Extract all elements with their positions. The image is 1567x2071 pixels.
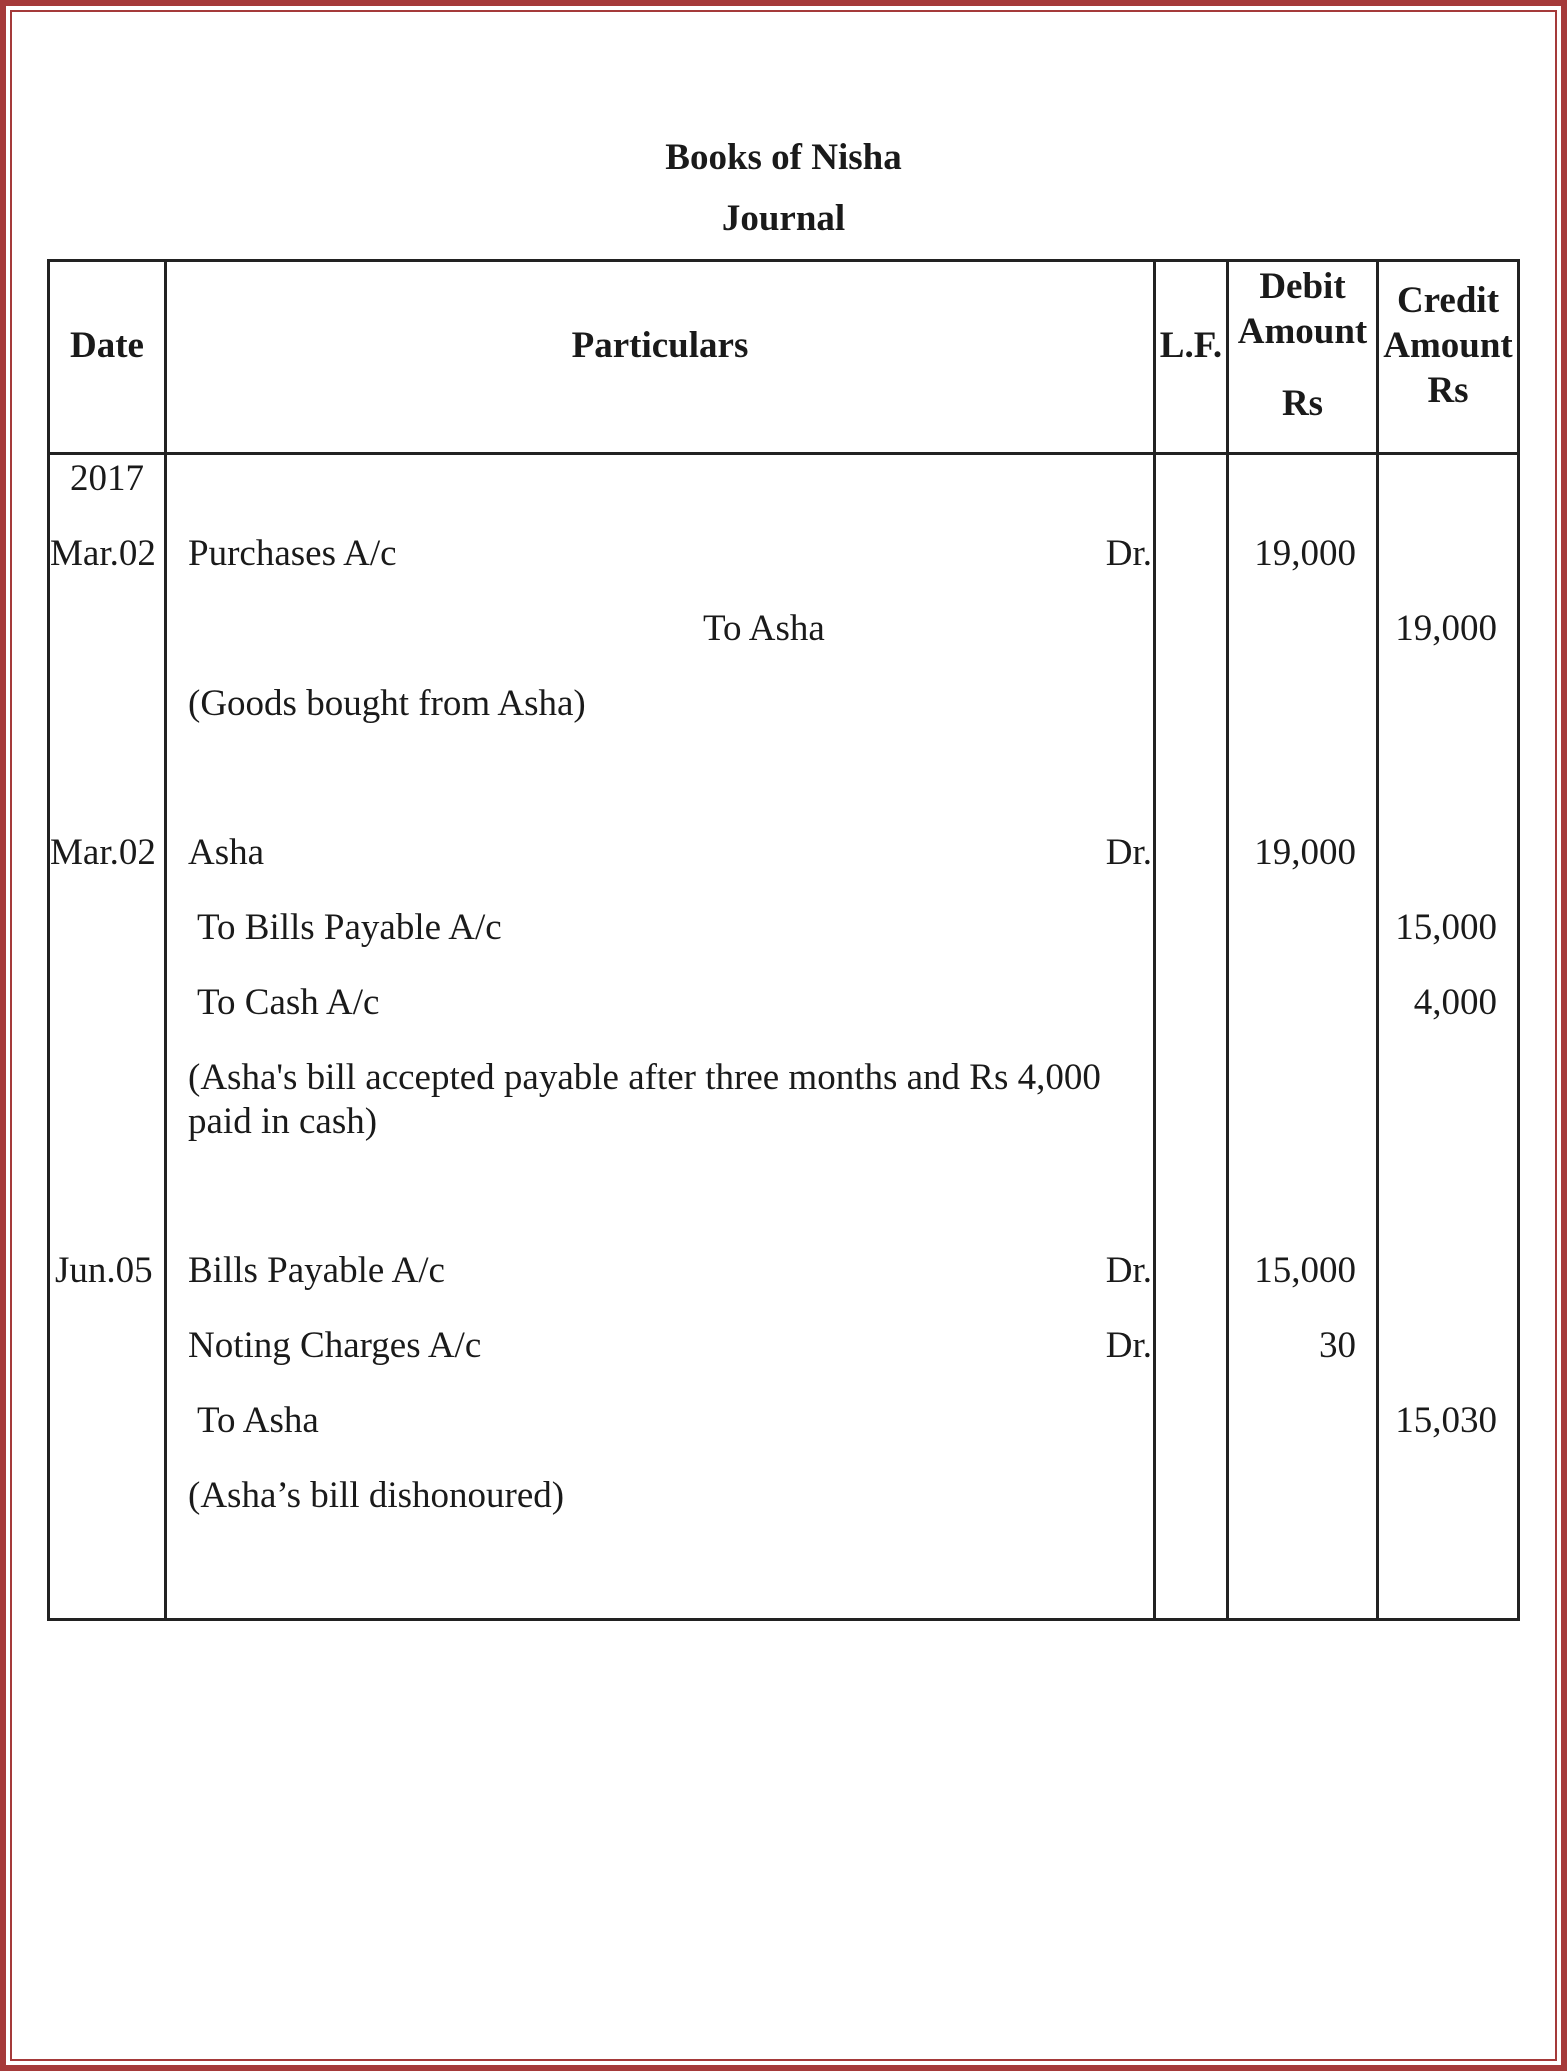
entry-3-line-2-dr: Dr. (1105, 1325, 1152, 1366)
header-date: Date (70, 325, 144, 366)
entry-1-narration: (Goods bought from Asha) (188, 683, 586, 724)
entry-1-line-1-text: Purchases A/c (188, 533, 397, 574)
entry-1-line-2-text: To Asha (703, 608, 825, 649)
header-credit-line1: Credit (1396, 280, 1500, 321)
entry-1-line-2-credit: 19,000 (1395, 608, 1497, 649)
entry-2-line-3-credit: 4,000 (1413, 982, 1497, 1023)
header-credit-line2: Amount (1383, 325, 1513, 366)
entry-3-line-2-text: Noting Charges A/c (188, 1325, 482, 1366)
entry-2-line-1-dr: Dr. (1105, 832, 1152, 873)
entry-3-date: Jun.05 (55, 1250, 153, 1291)
entry-2-line-2-text: To Bills Payable A/c (197, 907, 502, 948)
header-debit-line3: Rs (1281, 383, 1324, 424)
entry-3-line-3-text: To Asha (197, 1400, 319, 1441)
entry-1-line-1-dr: Dr. (1105, 533, 1152, 574)
journal-title: Journal (721, 198, 846, 239)
entry-2-line-1-debit: 19,000 (1254, 832, 1356, 873)
entry-2-line-3-text: To Cash A/c (197, 982, 380, 1023)
entry-3-line-2-debit: 30 (1319, 1325, 1356, 1366)
col-border-particulars (1153, 259, 1156, 1621)
book-title: Books of Nisha (665, 137, 902, 178)
header-bottom-border (47, 452, 1520, 455)
entry-3-line-3-credit: 15,030 (1395, 1400, 1497, 1441)
entry-3-line-1-debit: 15,000 (1254, 1250, 1356, 1291)
year-label: 2017 (70, 458, 144, 499)
entry-2-line-2-credit: 15,000 (1395, 907, 1497, 948)
entry-3-line-1-dr: Dr. (1105, 1250, 1152, 1291)
header-particulars: Particulars (571, 325, 749, 366)
col-border-date (164, 259, 167, 1621)
table-top-border (47, 259, 1520, 262)
col-border-right (1517, 259, 1520, 1621)
col-border-lf (1226, 259, 1229, 1621)
entry-1-line-1-debit: 19,000 (1254, 533, 1356, 574)
header-lf: L.F. (1159, 325, 1223, 366)
entry-2-narration: (Asha's bill accepted payable after three months and Rs 4,000 paid in cash) (188, 1057, 1101, 1142)
header-debit-line1: Debit (1259, 266, 1346, 307)
header-debit-line2: Amount (1237, 311, 1368, 352)
header-credit-line3: Rs (1427, 370, 1469, 411)
entry-1-date: Mar.02 (50, 533, 156, 574)
table-bottom-border (47, 1618, 1520, 1621)
entry-3-line-1-text: Bills Payable A/c (188, 1250, 445, 1291)
entry-3-narration: (Asha’s bill dishonoured) (188, 1475, 565, 1516)
entry-2-line-1-text: Asha (188, 832, 265, 873)
entry-2-date: Mar.02 (50, 832, 156, 873)
